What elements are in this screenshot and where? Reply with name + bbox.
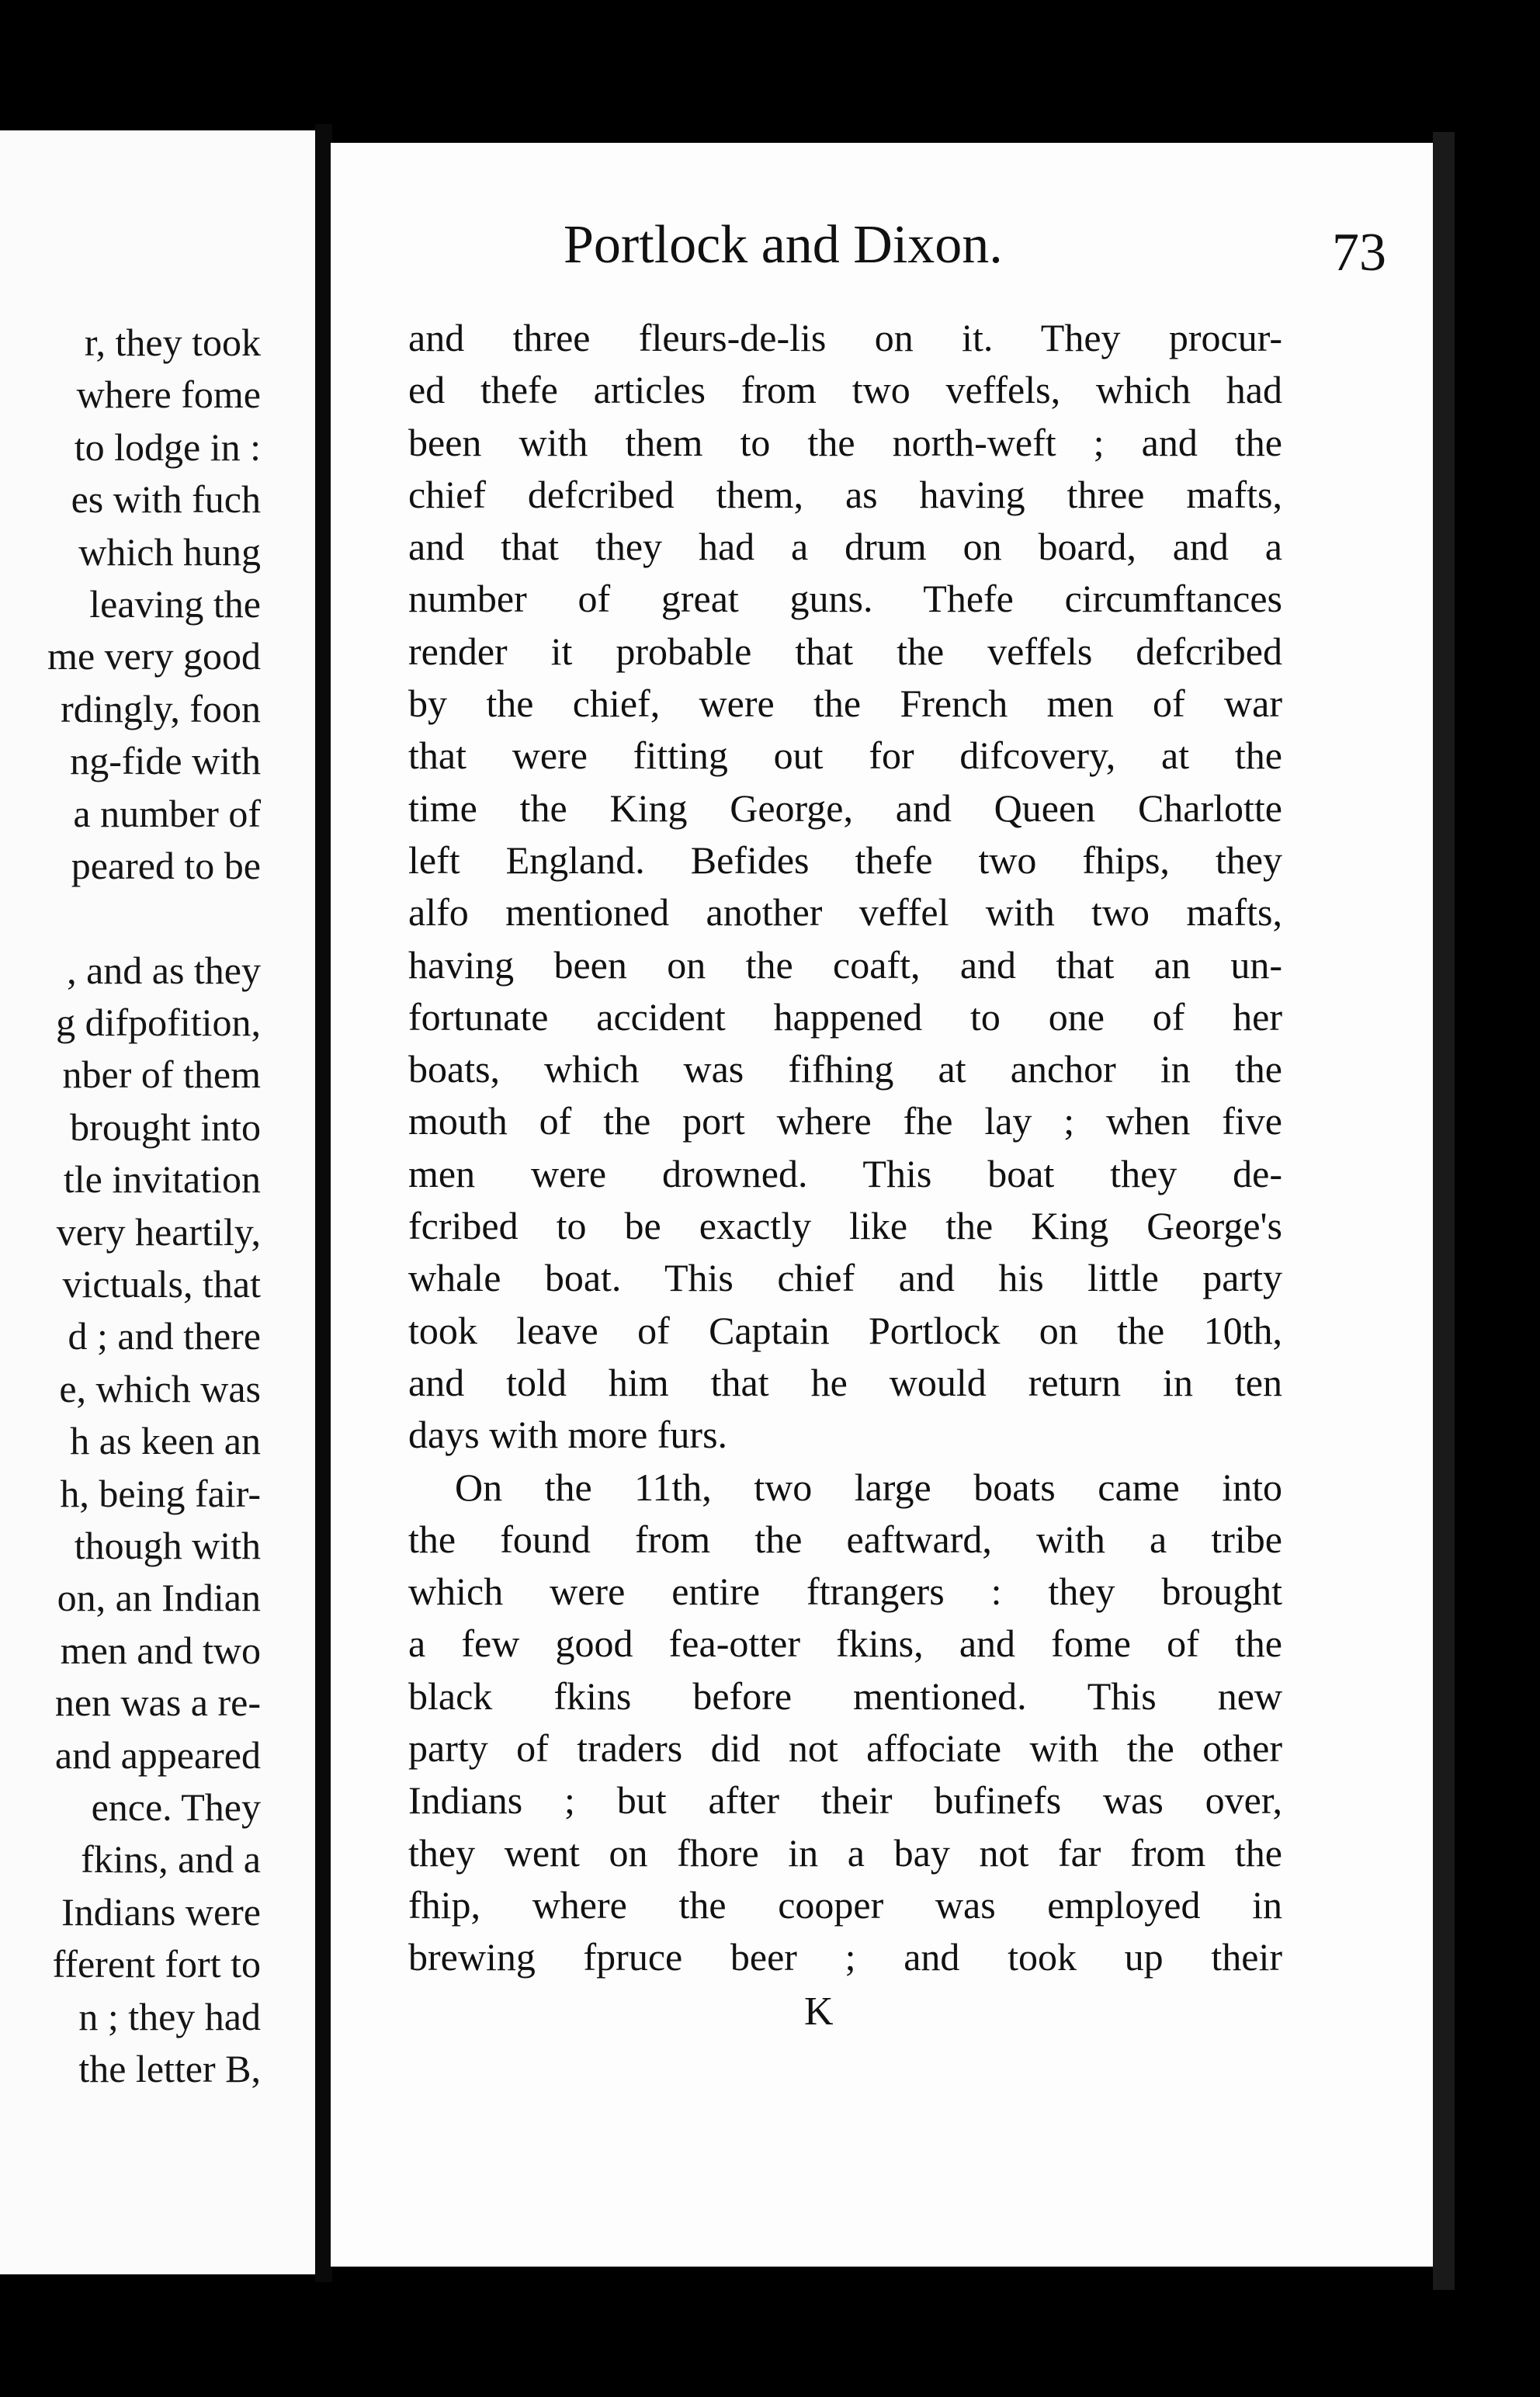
left-page-line: r, they took bbox=[84, 321, 261, 364]
left-page-line: and appeared bbox=[54, 1733, 261, 1777]
body-line: a few good fea-otter fkins, and fome of the bbox=[408, 1622, 1282, 1666]
left-page-line: h as keen an bbox=[70, 1419, 261, 1463]
body-line: number of great guns. Thefe circumftances bbox=[408, 577, 1282, 621]
body-line: fhip, where the cooper was employed in bbox=[408, 1882, 1282, 1927]
left-page-line: leaving the bbox=[89, 581, 261, 626]
body-line: alfo mentioned another veffel with two mafts, bbox=[408, 890, 1282, 935]
left-page-line: Indians were bbox=[61, 1889, 261, 1934]
body-line: whale boat. This chief and his little party bbox=[408, 1256, 1282, 1300]
body-line: boats, which was fifhing at anchor in the bbox=[408, 1047, 1282, 1091]
left-page-line: ence. They bbox=[91, 1785, 261, 1829]
left-page-line: h, being fair- bbox=[60, 1471, 261, 1515]
body-line: men were drowned. This boat they de- bbox=[408, 1151, 1282, 1195]
body-line: party of traders did not affociate with the other bbox=[408, 1726, 1282, 1771]
book-fore-edge bbox=[1433, 132, 1455, 2290]
page-header bbox=[564, 214, 1386, 292]
body-line: days with more furs. bbox=[408, 1413, 728, 1457]
left-page-line: rdingly, foon bbox=[61, 686, 261, 730]
page-number: 73 bbox=[1332, 223, 1386, 283]
right-page bbox=[331, 143, 1433, 2267]
body-line: and three fleurs-de-lis on it. They procur- bbox=[408, 316, 1282, 359]
body-line: by the chief, were the French men of war bbox=[408, 682, 1282, 726]
body-line: On the 11th, two large boats came into bbox=[455, 1465, 1282, 1509]
left-page-line: es with fuch bbox=[71, 477, 261, 522]
left-page-line: victuals, that bbox=[62, 1262, 261, 1306]
body-line: render it probable that the veffels defcribed bbox=[408, 629, 1282, 673]
body-line: and that they had a drum on board, and a bbox=[408, 525, 1282, 569]
left-page-text bbox=[0, 317, 261, 2095]
left-page-line: the letter B, bbox=[78, 2046, 261, 2090]
left-page-line: me very good bbox=[47, 634, 261, 678]
body-line: chief defcribed them, as having three mafts, bbox=[408, 472, 1282, 516]
left-page-line: nber of them bbox=[62, 1053, 261, 1097]
left-page-line: , and as they bbox=[67, 948, 261, 992]
body-line: took leave of Captain Portlock on the 10th, bbox=[408, 1308, 1282, 1352]
body-line: black fkins before mentioned. This new bbox=[408, 1674, 1282, 1718]
body-line: having been on the coaft, and that an un- bbox=[408, 942, 1282, 987]
body-line: ed thefe articles from two veffels, which had bbox=[408, 368, 1282, 412]
left-page-line: a number of bbox=[73, 791, 261, 835]
left-page-line: though with bbox=[74, 1523, 261, 1567]
left-page-line: n ; they had bbox=[78, 1994, 261, 2038]
body-line: Indians ; but after their bufinefs was over, bbox=[408, 1778, 1282, 1823]
body-line: the found from the eaftward, with a tribe bbox=[408, 1517, 1282, 1561]
left-page-line: fkins, and a bbox=[81, 1837, 261, 1882]
left-page-line: to lodge in : bbox=[74, 425, 261, 469]
body-line: fcribed to be exactly like the King George's bbox=[408, 1204, 1282, 1248]
left-page-line: which hung bbox=[78, 529, 261, 574]
body-line: fortunate accident happened to one of her bbox=[408, 994, 1282, 1039]
signature-mark: K bbox=[804, 1989, 834, 2034]
left-page bbox=[0, 130, 315, 2274]
body-line: brewing fpruce beer ; and took up their bbox=[408, 1935, 1282, 1979]
body-line: time the King George, and Queen Charlotte bbox=[408, 786, 1282, 830]
body-line: they went on fhore in a bay not far from the bbox=[408, 1830, 1282, 1875]
left-page-line: fferent fort to bbox=[52, 1942, 261, 1986]
body-line: that were fitting out for difcovery, at the bbox=[408, 734, 1282, 778]
running-head: Portlock and Dixon. bbox=[564, 215, 1003, 275]
left-page-line: nen was a re- bbox=[54, 1681, 261, 1725]
body-text bbox=[408, 312, 1282, 1984]
body-line: which were entire ftrangers : they brought bbox=[408, 1570, 1282, 1614]
left-page-line: tle invitation bbox=[63, 1157, 261, 1202]
body-line: and told him that he would return in ten bbox=[408, 1360, 1282, 1404]
left-page-line bbox=[0, 892, 261, 944]
left-page-line: very heartily, bbox=[56, 1209, 261, 1254]
body-line: left England. Befides thefe two fhips, they bbox=[408, 838, 1282, 882]
left-page-line: brought into bbox=[70, 1105, 261, 1149]
left-page-line: e, which was bbox=[59, 1366, 261, 1410]
left-page-line: ng-fide with bbox=[70, 739, 261, 783]
left-page-line: men and two bbox=[60, 1628, 261, 1672]
left-page-line: peared to be bbox=[71, 843, 261, 887]
body-line: mouth of the port where fhe lay ; when five bbox=[408, 1099, 1282, 1143]
left-page-line: on, an Indian bbox=[57, 1576, 261, 1620]
book-gutter bbox=[315, 124, 332, 2282]
left-page-line: where fome bbox=[76, 373, 261, 417]
left-page-line: g difpofition, bbox=[56, 1001, 261, 1045]
left-page-line: d ; and there bbox=[68, 1314, 261, 1358]
body-line: been with them to the north-weft ; and the bbox=[408, 420, 1282, 464]
